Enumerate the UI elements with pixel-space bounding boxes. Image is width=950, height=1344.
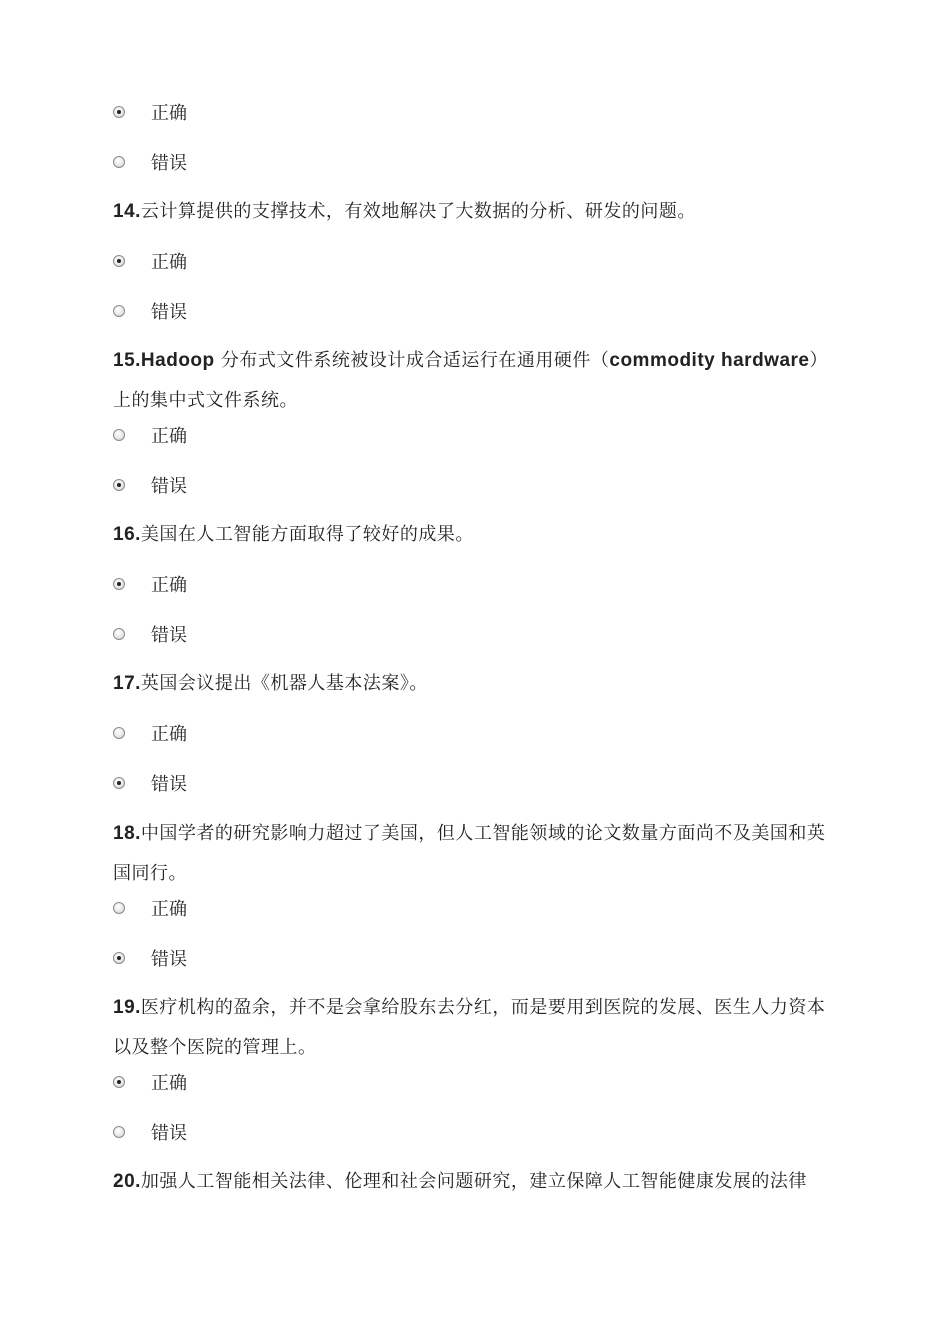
- question-number: 18.: [113, 823, 141, 844]
- radio-button-icon[interactable]: [113, 156, 125, 168]
- option-label: 错误: [151, 302, 187, 323]
- radio-button-icon[interactable]: [113, 628, 125, 640]
- option-label: 正确: [151, 1073, 187, 1094]
- radio-button-icon[interactable]: [113, 578, 125, 590]
- option-label: 正确: [151, 103, 187, 124]
- option-label: 错误: [151, 949, 187, 970]
- question-text: 医疗机构的盈余，并不是会拿给股东去分红，而是要用到医院的发展、医生人力资本以及整个医院的管理上。: [113, 997, 826, 1058]
- radio-button-icon[interactable]: [113, 727, 125, 739]
- question-14: [113, 192, 837, 232]
- option-label: 错误: [151, 153, 187, 174]
- option-label: 正确: [151, 899, 187, 920]
- option-label: 错误: [151, 625, 187, 646]
- question-15: [113, 341, 837, 421]
- question-number: 17.: [113, 673, 141, 694]
- option-label: 错误: [151, 476, 187, 497]
- radio-button-icon[interactable]: [113, 429, 125, 441]
- question-16: [113, 515, 837, 555]
- option-label: 正确: [151, 252, 187, 273]
- question-text: 英国会议提出《机器人基本法案》。: [140, 673, 428, 694]
- option-label: 正确: [151, 426, 187, 447]
- question-text: 分布式文件系统被设计成合适运行在通用硬件（: [214, 350, 610, 371]
- question-text: 云计算提供的支撑技术，有效地解决了大数据的分析、研发的问题。: [140, 201, 696, 222]
- option-label: 错误: [151, 1123, 187, 1144]
- question-number: 19.: [113, 997, 141, 1018]
- question-17: [113, 664, 837, 704]
- question-text: 美国在人工智能方面取得了较好的成果。: [140, 524, 474, 545]
- question-text: 加强人工智能相关法律、伦理和社会问题研究，建立保障人工智能健康发展的法律: [140, 1171, 807, 1192]
- question-text: ）上的集中式文件系统。: [113, 350, 828, 411]
- question-text: 中国学者的研究影响力超过了美国，但人工智能领域的论文数量方面尚不及美国和英国同行。: [113, 823, 826, 884]
- question-18: [113, 814, 837, 894]
- question-number: 16.: [113, 524, 141, 545]
- question-number: 20.: [113, 1171, 141, 1192]
- question-number: 14.: [113, 201, 141, 222]
- radio-button-icon[interactable]: [113, 106, 125, 118]
- radio-button-icon[interactable]: [113, 902, 125, 914]
- radio-button-icon[interactable]: [113, 305, 125, 317]
- question-latin-term: commodity hardware: [609, 350, 810, 371]
- radio-button-icon[interactable]: [113, 1126, 125, 1138]
- radio-button-icon[interactable]: [113, 1076, 125, 1088]
- radio-button-icon[interactable]: [113, 777, 125, 789]
- question-20: [113, 1162, 837, 1202]
- option-label: 错误: [151, 774, 187, 795]
- radio-button-icon[interactable]: [113, 255, 125, 267]
- radio-button-icon[interactable]: [113, 479, 125, 491]
- option-label: 正确: [151, 575, 187, 596]
- radio-button-icon[interactable]: [113, 952, 125, 964]
- option-label: 正确: [151, 724, 187, 745]
- question-19: [113, 988, 837, 1068]
- question-latin-term: Hadoop: [140, 350, 215, 371]
- question-number: 15.: [113, 350, 141, 371]
